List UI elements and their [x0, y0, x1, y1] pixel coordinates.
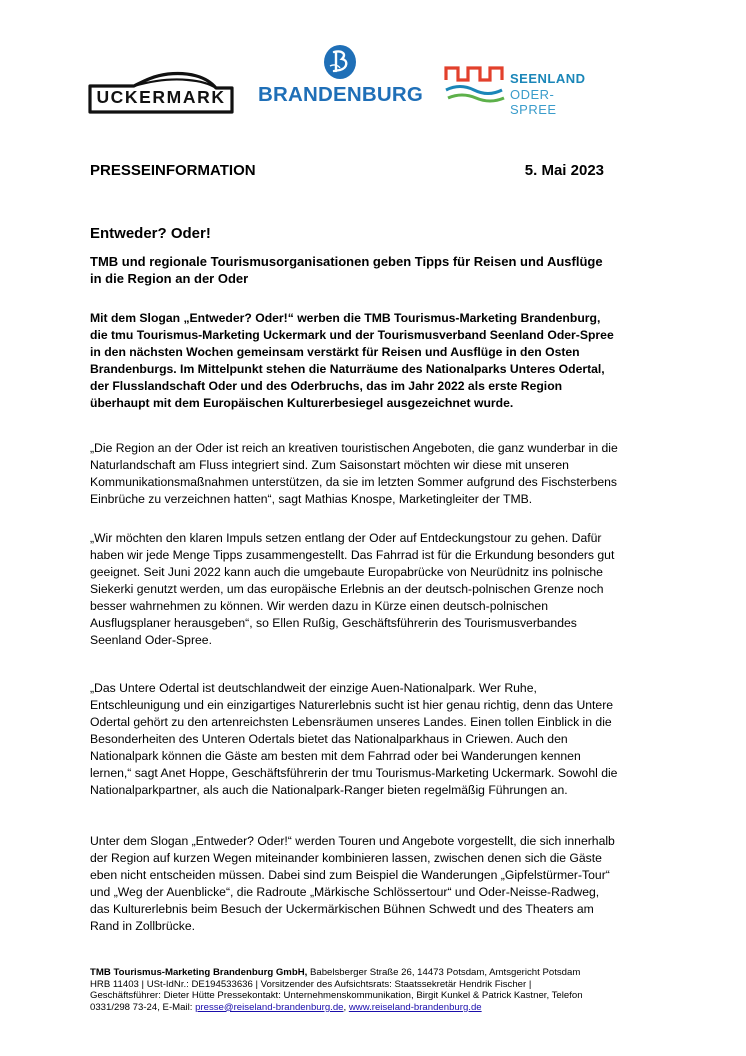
footer-separator: ,: [343, 1001, 349, 1013]
paragraph-quote-russig: „Wir möchten den klaren Impuls setzen entlang der Oder auf Entdeckungstour zu gehen. Dafür haben wir jede Menge Tipps zusammengestellt. Das Fahrrad ist für die Erkundung besonders gut geeignet. Seit Juni 2022 kann auch die umgebaute Europabrücke von Neurüdnitz ins polnische Siekerki genutzt werden, um das europäische Erlebnis an der deutsch-polnischen Grenze noch besser wahrnehmen zu können. Wir werden dazu in Kürze einen deutsch-polnischen Ausflugsplaner herausgeben“, so Ellen Rußig, Geschäftsführerin des Tourismusverbandes Seenland Oder-Spree.: [90, 531, 615, 647]
paragraph-slogan-tours: Unter dem Slogan „Entweder? Oder!“ werden Touren und Angebote vorgestellt, die sich innerhalb der Region auf kurzen Wegen miteinander kombinieren lassen, zwischen denen sich die Gäste eben nicht entscheiden müssen. Dabei sind zum Beispiel die Wanderungen „Gipfelstürmer-Tour“ und „Weg der Auenblicke“, die Radroute „Märkische Schlössertour“ und Oder-Neisse-Radweg, das Kulturerlebnis beim Besuch der Uckermärkischen Bühnen Schwedt und des Theaters am Rand in Zollbrücke.: [90, 834, 615, 933]
paragraph-quote-hoppe: „Das Untere Odertal ist deutschlandweit der einzige Auen-Nationalpark. Wer Ruhe, Entschleunigung und ein einzigartiges Naturerlebnis sucht ist hier genau richtig, denn das Untere Odertal gehört zu den artenreichsten Lebensräumen unseres Landes. Einen tollen Einblick in die Besonderheiten des Unteren Odertals bietet das Nationalparkhaus in Criewen. Auch den Nationalpark können die Gäste am besten mit dem Fahrrad oder bei Wanderungen kennen lernen,“ sagt Anet Hoppe, Geschäftsführerin der tmu Tourismus-Marketing Uckermark. Sowohl die Nationalparkpartner, als auch die Nationalpark-Ranger bieten regelmäßig Führungen an.: [90, 681, 618, 797]
paragraph-quote-knospe: „Die Region an der Oder ist reich an kreativen touristischen Angeboten, die ganz wunderbar in die Naturlandschaft am Fluss integriert sind. Zum Saisonstart möchten wir diese mit unseren Kommunikationsmaßnahmen unterstützen, da sie im letzten Sommer aufgrund des Fischsterbens Einbrüche zu verzeichnen hatten“, sagt Mathias Knospe, Marketingleiter der TMB.: [90, 441, 618, 506]
seenland-waves-icon: [444, 62, 508, 108]
release-date: 5. Mai 2023: [524, 162, 604, 179]
brandenburg-wordmark: BRANDENBURG: [258, 83, 424, 106]
article-title: Entweder? Oder!: [90, 225, 211, 242]
seenland-oder-spree-logo: [444, 62, 594, 117]
footer-company-name: TMB Tourismus-Marketing Brandenburg GmbH,: [90, 967, 308, 978]
footer-website-link[interactable]: www.reiseland-brandenburg.de: [348, 1001, 482, 1013]
uckermark-logo: [88, 66, 234, 116]
footer-company-details: Babelsberger Straße 26, 14473 Potsdam, Amtsgericht Potsdam HRB 11403 | USt-IdNr.: DE194533636 | Vorsitzender des Aufsichtsrats: Staatssekretär Hendrik Fischer | Geschäftsführer: Dieter Hütte Pressekontakt: Unternehmenskommunikation, Birgit Kunkel & Patrick Kastner, Telefon 0331/298 73-24, E-Mail:: [90, 967, 583, 1013]
footer-imprint: [90, 967, 590, 1013]
document-type-label: PRESSEINFORMATION: [90, 162, 256, 179]
footer-email-link[interactable]: presse@reiseland-brandenburg.de: [195, 1001, 344, 1013]
seenland-wordmark: SEENLAND: [510, 71, 586, 86]
article-subtitle: TMB und regionale Tourismusorganisationen geben Tipps für Reisen und Ausflüge in die Region an der Oder: [90, 254, 603, 286]
brandenburg-logo: [258, 44, 422, 106]
oder-spree-wordmark: ODER-SPREE: [510, 87, 557, 117]
uckermark-wordmark: UCKERMARK: [96, 87, 226, 107]
brandenburg-eagle-emblem-icon: [320, 44, 360, 82]
lead-paragraph: Mit dem Slogan „Entweder? Oder!“ werben die TMB Tourismus-Marketing Brandenburg, die tmu Tourismus-Marketing Uckermark und der Tourismusverband Seenland Oder-Spree in den nächsten Wochen gemeinsam verstärkt für Reisen und Ausflüge in den Osten Brandenburgs. Im Mittelpunkt stehen die Naturräume des Nationalparks Unteres Odertal, der Flusslandschaft Oder und des Oderbruchs, das im Jahr 2022 als erste Region überhaupt mit dem Europäischen Kulturerbesiegel ausgezeichnet wurde.: [90, 311, 614, 410]
